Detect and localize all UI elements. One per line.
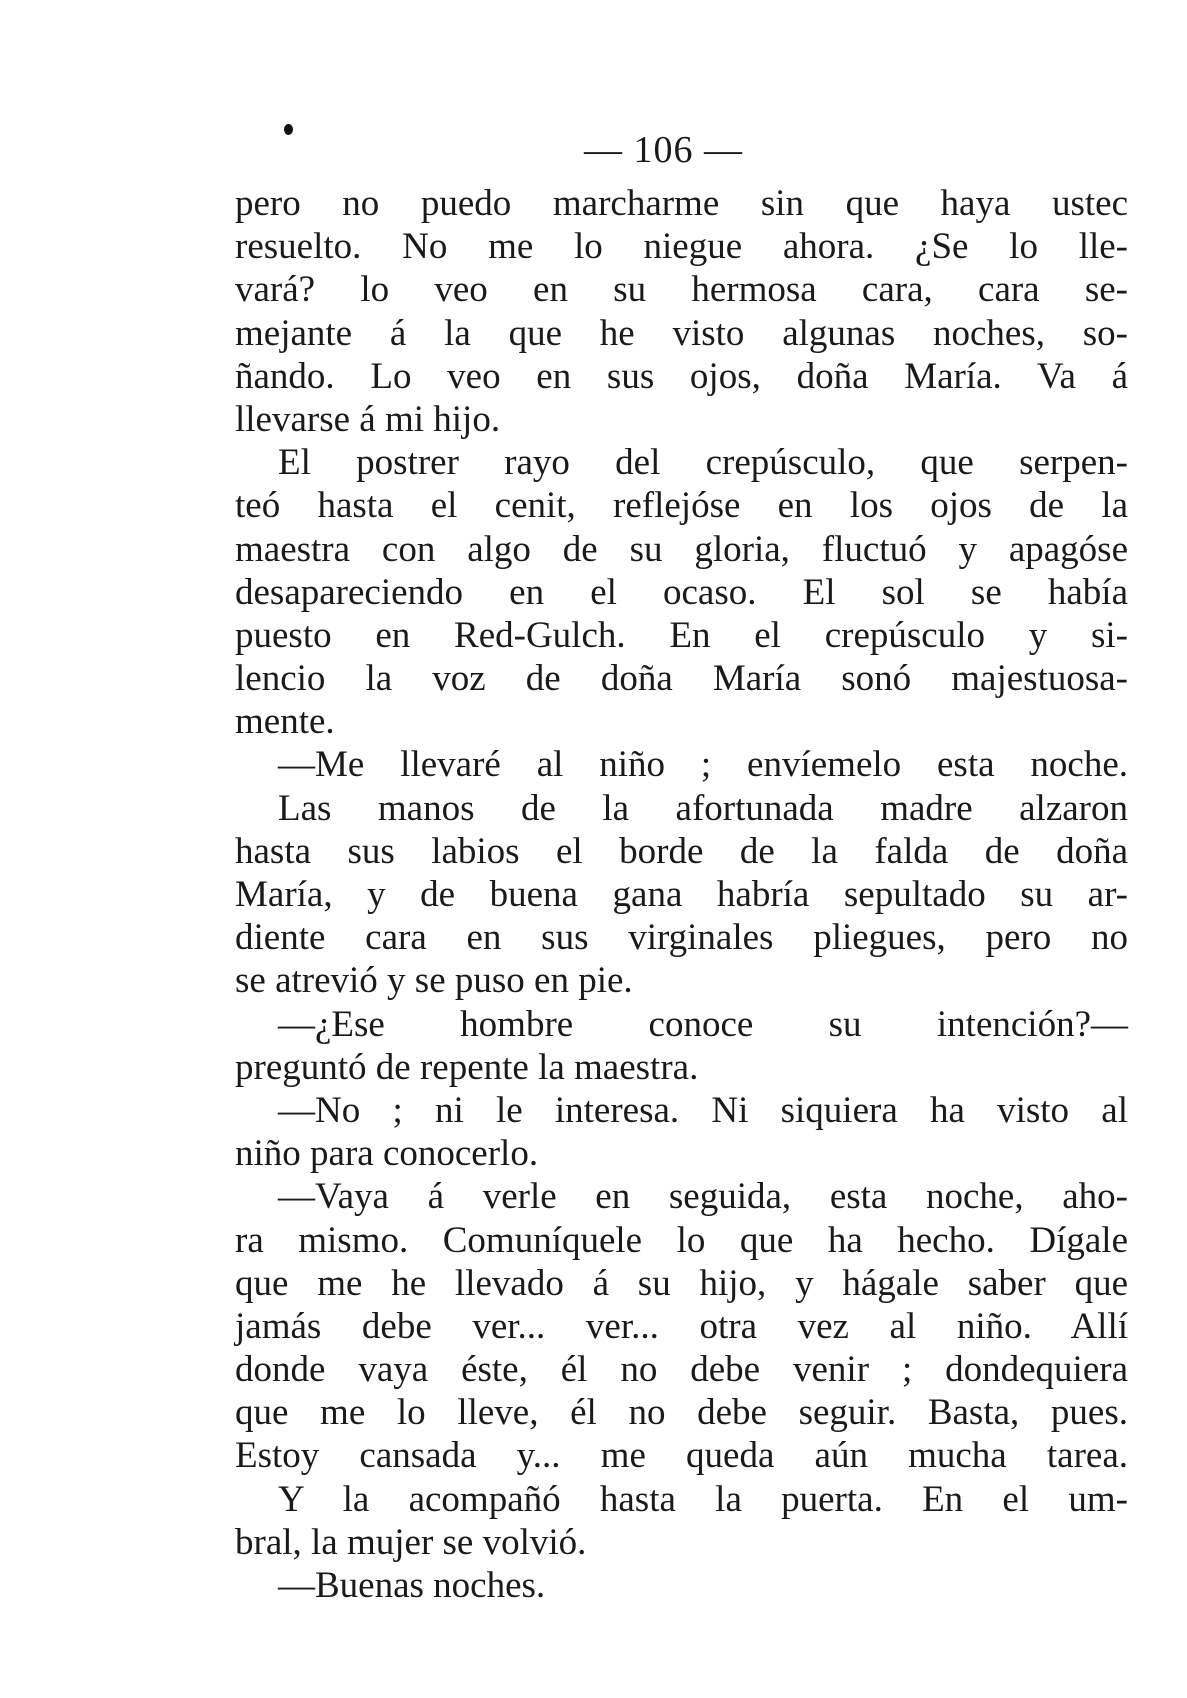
text-line: —¿Ese hombre conoce su intención?— <box>278 1003 1128 1045</box>
body-text <box>235 182 1128 1607</box>
text-line: que me he llevado á su hijo, y hágale saber que <box>235 1262 1128 1304</box>
text-line: diente cara en sus virginales pliegues, pero no <box>235 917 1128 959</box>
text-line: resuelto. No me lo niegue ahora. ¿Se lo lle- <box>235 226 1128 268</box>
text-line: niño para conocerlo. <box>235 1133 539 1175</box>
text-line: ra mismo. Comuníquele lo que ha hecho. Dígale <box>235 1219 1128 1261</box>
text-line: que me lo lleve, él no debe seguir. Basta, pues. <box>235 1392 1128 1434</box>
text-line: —Me llevaré al niño ; envíemelo esta noche. <box>278 744 1128 786</box>
text-line: llevarse á mi hijo. <box>235 398 501 440</box>
text-line: maestra con algo de su gloria, fluctuó y apagóse <box>235 528 1128 570</box>
text-line: pero no puedo marcharme sin que haya ustec <box>235 183 1128 224</box>
text-line: puesto en Red-Gulch. En el crepúsculo y si- <box>235 614 1128 656</box>
page-number-header <box>0 128 1187 172</box>
text-line: hasta sus labios el borde de la falda de doña <box>235 830 1128 872</box>
text-line: María, y de buena gana habría sepultado su ar- <box>235 874 1128 915</box>
text-line: Y la acompañó hasta la puerta. En el um- <box>278 1478 1128 1520</box>
text-line: teó hasta el cenit, reflejóse en los ojos de la <box>235 485 1128 527</box>
text-line: Estoy cansada y... me queda aún mucha tarea. <box>235 1435 1128 1477</box>
text-line: desapareciendo en el ocaso. El sol se había <box>235 571 1128 613</box>
text-line: El postrer rayo del crepúsculo, que serpen- <box>278 442 1128 484</box>
text-line: vará? lo veo en su hermosa cara, cara se- <box>235 269 1128 311</box>
text-line: mejante á la que he visto algunas noches, so- <box>235 312 1128 354</box>
text-line: donde vaya éste, él no debe venir ; dondequiera <box>235 1349 1128 1391</box>
text-line: bral, la mujer se volvió. <box>235 1521 587 1563</box>
text-line: —No ; ni le interesa. Ni siquiera ha visto al <box>278 1089 1128 1131</box>
text-line: lencio la voz de doña María sonó majestuosa- <box>235 658 1128 700</box>
text-line: mente. <box>235 701 335 743</box>
text-line: ñando. Lo veo en sus ojos, doña María. Va á <box>235 355 1128 397</box>
text-line: preguntó de repente la maestra. <box>235 1046 699 1088</box>
text-line: jamás debe ver... ver... otra vez al niño. Allí <box>235 1305 1128 1347</box>
text-line: se atrevió y se puso en pie. <box>235 960 633 1002</box>
text-line: —Vaya á verle en seguida, esta noche, aho- <box>278 1176 1128 1218</box>
text-line: Las manos de la afortunada madre alzaron <box>278 787 1128 829</box>
page-number: — 106 — <box>584 129 743 171</box>
text-line: —Buenas noches. <box>278 1565 546 1606</box>
